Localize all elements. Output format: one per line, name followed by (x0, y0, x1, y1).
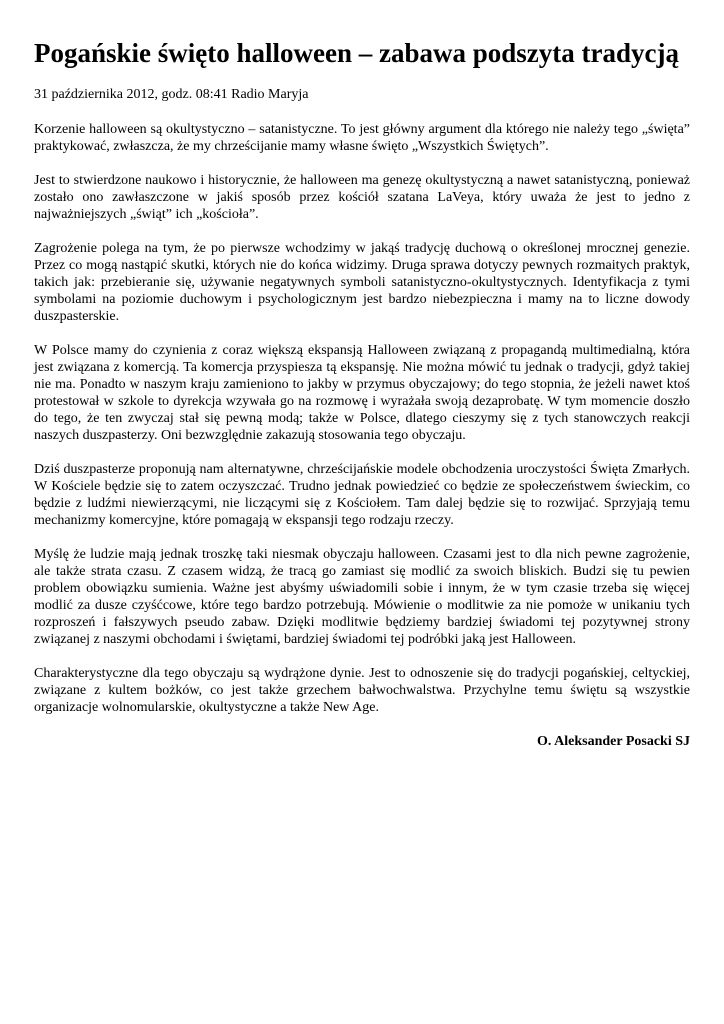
paragraph-3: Zagrożenie polega na tym, że po pierwsze wchodzimy w jakąś tradycję duchową o określonej mrocznej genezie. Przez co mogą nastąpić skutki, których nie do końca widzimy. Druga sprawa dotyczy pewnych rozmaitych praktyk, takich jak: przebieranie się, używanie negatywnych symboli satanistyczno-okultystycznych. Identyfikacja z tymi symbolami na poziomie duchowym i psychologicznym jest bardzo niebezpieczna i mamy na to liczne dowody duszpasterskie. (34, 241, 690, 324)
paragraph-1: Korzenie halloween są okultystyczno – satanistyczne. To jest główny argument dla którego nie należy tego „święta” praktykować, zwłaszcza, że my chrześcijanie mamy własne święto „Wszystkich Świętych”. (34, 122, 690, 154)
paragraph-4: W Polsce mamy do czynienia z coraz większą ekspansją Halloween związaną z propagandą multimedialną, która jest związana z komercją. Ta komercja przyspiesza tą ekspansję. Nie można mówić tu jednak o tradycji, gdyż takiej nie ma. Ponadto w naszym kraju zamieniono to jakby w przymus obyczajowy; do tego stopnia, że jeżeli nawet ktoś protestował w szkole to dyrekcja wzywała go na rozmowę i wyrażała swoją dezaprobatę. W tym momencie doszło do tego, że ten zwyczaj stał się pewną modą; także w Polsce, dlatego cieszymy się z tych stanowczych reakcji naszych duszpasterzy. Oni bezwzględnie zakazują stosowania tego obyczaju. (34, 343, 690, 443)
article-title: Pogańskie święto halloween – zabawa podszyta tradycją (34, 38, 679, 68)
article-meta: 31 października 2012, godz. 08:41 Radio Maryja (34, 87, 309, 102)
paragraph-6: Myślę że ludzie mają jednak troszkę taki niesmak obyczaju halloween. Czasami jest to dla nich pewne zagrożenie, ale także strata czasu. Z czasem widzą, że tracą go zamiast się modlić za swoich bliskich. Budzi się tu pewien problem obowiązku sumienia. Ważne jest abyśmy uświadomili sobie i innym, że w tym czasie trzeba się więcej modlić za dusze czyśćcowe, które tego bardzo potrzebują. Mówienie o modlitwie za nie pomoże w unikaniu tych rozproszeń i fałszywych pseudo zabaw. Dzięki modlitwie będziemy bardziej świadomi tej pozytywnej strony związanej z naszymi obchodami i świętami, bardziej świadomi tej podróbki jaką jest Halloween. (34, 547, 690, 647)
paragraph-7: Charakterystyczne dla tego obyczaju są wydrążone dynie. Jest to odnoszenie się do tradycji pogańskiej, celtyckiej, związane z kultem bożków, co jest także grzechem bałwochwalstwa. Przychylne temu świętu są wszystkie organizacje wolnomularskie, okultystyczne a także New Age. (34, 666, 690, 715)
document-page (34, 36, 690, 750)
paragraph-2: Jest to stwierdzone naukowo i historycznie, że halloween ma genezę okultystyczną a nawet satanistyczną, ponieważ zostało ono zawłaszczone w jakiś sposób przez kościół szatana LaVeya, który uważa że jest to jedno z najważniejszych „świąt” ich „kościoła”. (34, 173, 690, 222)
author-signature: O. Aleksander Posacki SJ (537, 734, 690, 749)
paragraph-5: Dziś duszpasterze proponują nam alternatywne, chrześcijańskie modele obchodzenia uroczystości Święta Zmarłych. W Kościele będzie się to zatem oczyszczać. Trudno jednak powiedzieć co będzie ze społeczeństwem świeckim, co będzie z ludźmi niewierzącymi, nie liczącymi się z Kościołem. Tam dalej będzie się to rozwijać. Sprzyjają temu mechanizmy komercyjne, które pomagają w ekspansji tego rodzaju rzeczy. (34, 462, 690, 528)
